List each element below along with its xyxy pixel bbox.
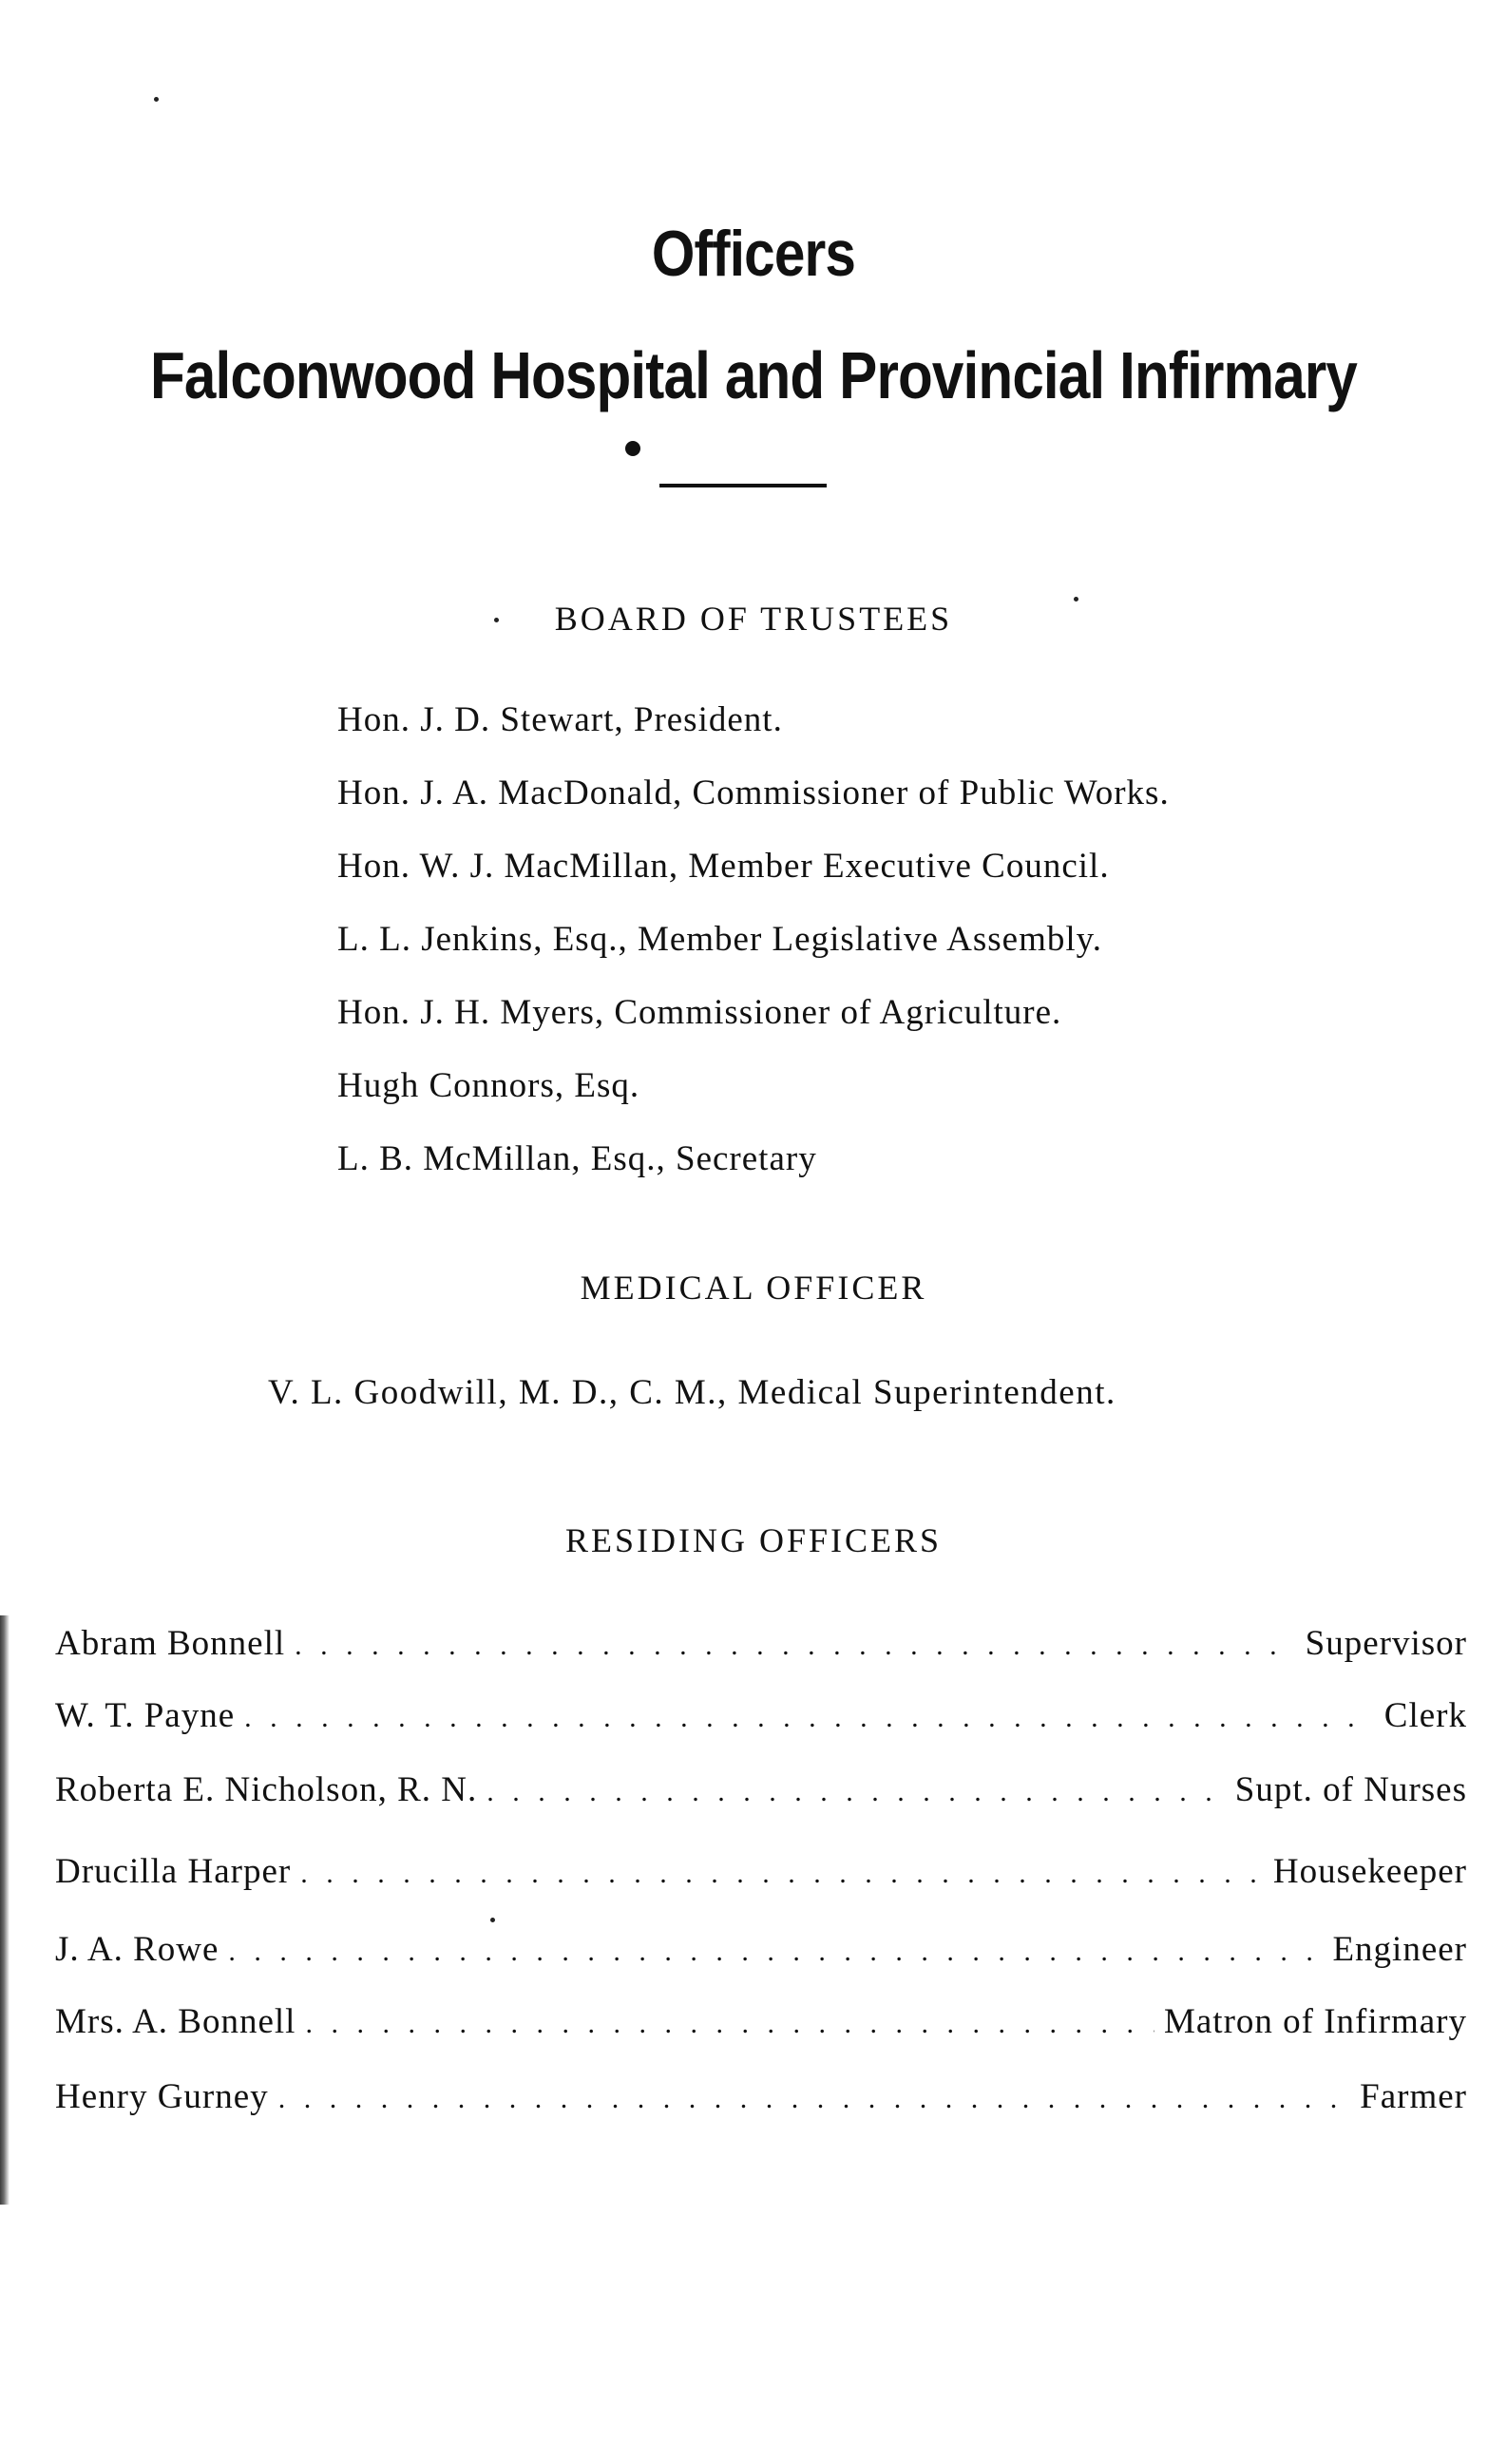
dot-leader bbox=[486, 1776, 1226, 1808]
dot-leader bbox=[305, 2008, 1154, 2040]
dot-leader bbox=[278, 2083, 1350, 2115]
scan-speck bbox=[154, 97, 159, 102]
medical-officer-heading: MEDICAL OFFICER bbox=[580, 1269, 927, 1307]
officer-name: Drucilla Harper bbox=[55, 1852, 292, 1891]
trustee-line: Hon. J. H. Myers, Commissioner of Agriculture. bbox=[337, 993, 1062, 1032]
officer-row bbox=[55, 1623, 1467, 1669]
trustee-line: Hon. J. D. Stewart, President. bbox=[337, 700, 783, 739]
officer-row bbox=[55, 1851, 1467, 1897]
scan-speck bbox=[1074, 597, 1078, 602]
officer-role: Matron of Infirmary bbox=[1163, 2002, 1467, 2041]
officer-role: Supervisor bbox=[1305, 1624, 1467, 1663]
page-title: Officers bbox=[651, 218, 856, 290]
officer-row bbox=[55, 1929, 1467, 1975]
dot-leader bbox=[244, 1702, 1375, 1734]
officer-role: Clerk bbox=[1383, 1696, 1467, 1735]
officer-role: Housekeeper bbox=[1272, 1852, 1467, 1891]
officer-name: Roberta E. Nicholson, R. N. bbox=[55, 1770, 478, 1809]
officer-row bbox=[55, 1769, 1467, 1815]
trustee-line: Hon. J. A. MacDonald, Commissioner of Public Works. bbox=[337, 774, 1170, 812]
trustee-line: L. L. Jenkins, Esq., Member Legislative Assembly. bbox=[337, 920, 1102, 959]
scan-edge-shadow bbox=[0, 1615, 10, 2205]
bullet-ornament bbox=[625, 441, 640, 456]
medical-officer-line: V. L. Goodwill, M. D., C. M., Medical Superintendent. bbox=[268, 1373, 1116, 1412]
dot-leader bbox=[228, 1936, 1323, 1968]
dot-leader bbox=[300, 1858, 1264, 1890]
scan-speck bbox=[494, 618, 499, 622]
trustee-line: Hon. W. J. MacMillan, Member Executive Council. bbox=[337, 847, 1110, 886]
officer-name: J. A. Rowe bbox=[55, 1930, 219, 1969]
officer-name: Henry Gurney bbox=[55, 2077, 269, 2116]
officer-name: Mrs. A. Bonnell bbox=[55, 2002, 296, 2041]
officer-row bbox=[55, 1695, 1467, 1741]
officer-name: W. T. Payne bbox=[55, 1696, 236, 1735]
divider-rule bbox=[659, 484, 827, 487]
officer-role: Supt. of Nurses bbox=[1234, 1770, 1467, 1809]
trustee-line: Hugh Connors, Esq. bbox=[337, 1066, 640, 1105]
officer-role: Farmer bbox=[1360, 2077, 1467, 2116]
institution-name: Falconwood Hospital and Provincial Infirmary bbox=[149, 338, 1358, 412]
scan-speck bbox=[490, 1918, 495, 1922]
residing-officers-heading: RESIDING OFFICERS bbox=[564, 1521, 943, 1559]
officer-row bbox=[55, 2001, 1467, 2047]
trustee-line: L. B. McMillan, Esq., Secretary bbox=[337, 1139, 817, 1178]
officer-row bbox=[55, 2076, 1467, 2122]
officer-name: Abram Bonnell bbox=[55, 1624, 286, 1663]
officer-role: Engineer bbox=[1332, 1930, 1467, 1969]
dot-leader bbox=[295, 1630, 1296, 1662]
board-of-trustees-heading: BOARD OF TRUSTEES bbox=[554, 600, 953, 638]
